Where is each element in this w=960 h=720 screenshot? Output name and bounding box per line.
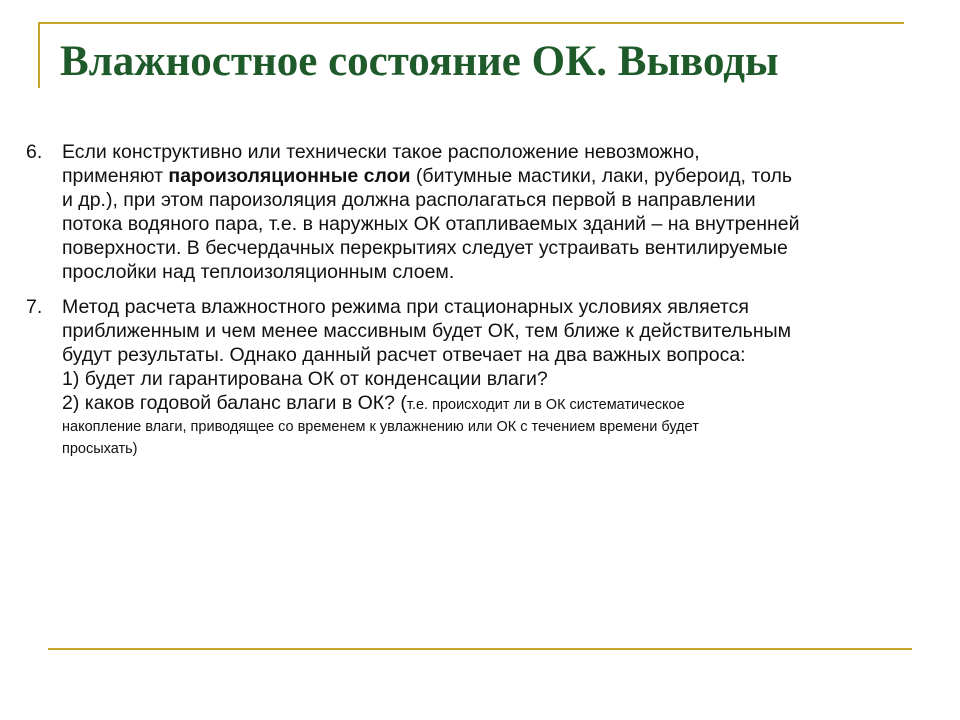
text-segment: применяют <box>62 165 169 187</box>
list-number: 7. <box>26 296 43 318</box>
frame-bottom-border <box>48 648 912 650</box>
frame-top-border <box>38 22 904 24</box>
small-note: т.е. происходит ли в ОК систематическое <box>406 397 685 413</box>
text-line: и др.), при этом пароизоляция должна располагаться первой в направлении <box>62 189 756 211</box>
list-item-text <box>62 140 924 284</box>
text-line: Если конструктивно или технически такое расположение невозможно, <box>62 141 700 163</box>
text-line: будут результаты. Однако данный расчет отвечает на два важных вопроса: <box>62 344 746 366</box>
text-line <box>62 391 924 416</box>
slide-title: Влажностное состояние ОК. Выводы <box>60 38 779 85</box>
text-segment: 2) каков годовой баланс влаги в ОК? ( <box>62 392 407 414</box>
list-number: 6. <box>26 141 43 163</box>
text-line: Метод расчета влажностного режима при стационарных условиях является <box>62 296 749 318</box>
list-item-6 <box>26 140 924 284</box>
text-line: прослойки над теплоизоляционным слоем. <box>62 261 455 283</box>
text-line <box>62 164 924 188</box>
text-line: потока водяного пара, т.е. в наружных ОК отапливаемых зданий – на внутренней <box>62 213 800 235</box>
list-item-text <box>62 295 924 460</box>
text-line: поверхности. В бесчердачных перекрытиях следует устраивать вентилируемые <box>62 237 788 259</box>
small-note-line: накопление влаги, приводящее со временем к увлажнению или ОК с течением времени будет <box>62 419 699 435</box>
small-note-line: просыхать) <box>62 441 138 457</box>
slide-content <box>26 140 924 471</box>
text-segment: (битумные мастики, лаки, рубероид, толь <box>410 165 793 187</box>
list-item-7 <box>26 295 924 460</box>
frame-left-border <box>38 22 40 88</box>
bold-term: пароизоляционные слои <box>168 165 411 187</box>
text-line: 1) будет ли гарантирована ОК от конденсации влаги? <box>62 368 548 390</box>
text-line: приближенным и чем менее массивным будет ОК, тем ближе к действительным <box>62 320 792 342</box>
